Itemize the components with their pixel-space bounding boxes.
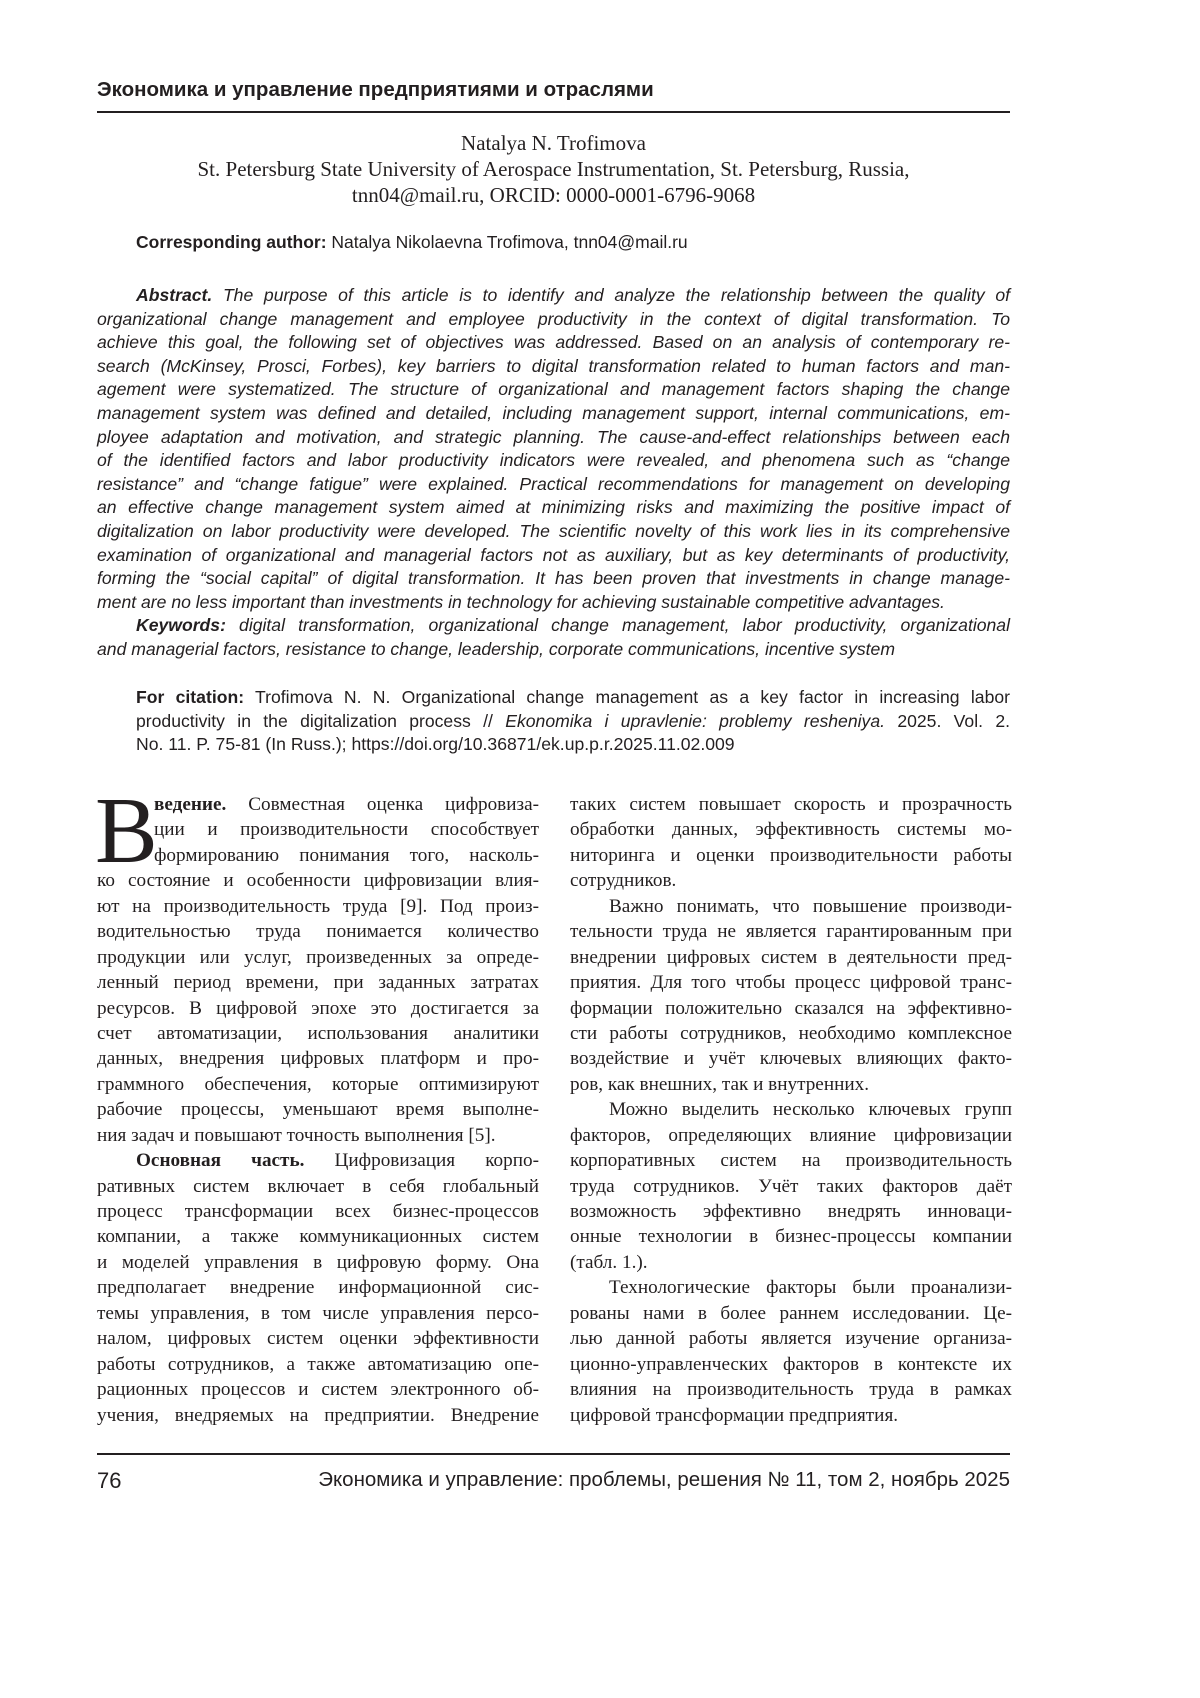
text-line: водительностью труда понимается количество [97, 919, 539, 944]
corresponding-text: Natalya Nikolaevna Trofimova, tnn04@mail.ru [327, 232, 688, 252]
text-line: рованы нами в более раннем исследовании. Це- [570, 1301, 1012, 1326]
text-line [97, 1148, 539, 1173]
citation [136, 686, 1010, 757]
footer-rule [97, 1453, 1010, 1455]
text-line: search (McKinsey, Prosci, Forbes), key barriers to digital transformation related to human factors and man- [97, 355, 1010, 379]
section-title: Экономика и управление предприятиями и отраслями [97, 78, 654, 102]
text-line: ционно-управленческих факторов в контексте их [570, 1352, 1012, 1377]
text-line: труда сотрудников. Учёт таких факторов даёт [570, 1174, 1012, 1199]
text-line: темы управления, в том числе управления персо- [97, 1301, 539, 1326]
corresponding-author [136, 232, 688, 253]
text-line: forming the “social capital” of digital transformation. It has been proven that investments in change manage- [97, 567, 1010, 591]
citation-line [136, 686, 1010, 710]
lead-in: Основная часть. [136, 1150, 304, 1171]
text-line: внедрении цифровых систем в деятельности пред- [570, 945, 1012, 970]
text-line: граммного обеспечения, которые оптимизируют [97, 1072, 539, 1097]
text-line: процесс трансформации всех бизнес-процессов [97, 1199, 539, 1224]
corresponding-label: Corresponding author: [136, 232, 327, 252]
text-line [97, 792, 539, 817]
text-line: ции и производительности способствует [97, 817, 539, 842]
author-block [97, 130, 1010, 208]
citation-text: Trofimova N. N. Organizational change management as a key factor in increasing labor [244, 687, 1010, 707]
footer-journal: Экономика и управление: проблемы, решения № 11, том 2, ноябрь 2025 [97, 1468, 1010, 1492]
citation-text: 2025. Vol. 2. [885, 711, 1010, 731]
text-line: счет автоматизации, использования аналитики [97, 1021, 539, 1046]
text-line: Важно понимать, что повышение производи- [570, 894, 1012, 919]
text-line: organizational change management and employee productivity in the context of digital transformation. To [97, 308, 1010, 332]
citation-journal: Ekonomika i upravlenie: problemy resheniya. [505, 711, 885, 731]
text-line [97, 284, 1010, 308]
lead-in: ведение. [154, 794, 226, 815]
citation-line [136, 710, 1010, 734]
line-text: The purpose of this article is to identify and analyze the relationship between the quality of [212, 285, 1010, 305]
line-text: digital transformation, organizational change management, labor productivity, organizational [226, 615, 1010, 635]
text-line: examination of organizational and managerial factors not as auxiliary, but as key determinants of productivity, [97, 544, 1010, 568]
citation-label: For citation: [136, 687, 244, 707]
text-line: данных, внедрения цифровых платформ и про- [97, 1046, 539, 1071]
page [0, 0, 1200, 1698]
text-line: ресурсов. В цифровой эпохе это достигается за [97, 996, 539, 1021]
text-line: digitalization on labor productivity were developed. The scientific novelty of this work lies in its comprehensive [97, 520, 1010, 544]
body-column-right [570, 792, 1012, 1428]
author-affiliation: St. Petersburg State University of Aerospace Instrumentation, St. Petersburg, Russia, [97, 156, 1010, 182]
text-line: влияния на производительность труда в рамках [570, 1377, 1012, 1402]
text-line: сти работы сотрудников, необходимо комплексное [570, 1021, 1012, 1046]
text-line: корпоративных систем на производительность [570, 1148, 1012, 1173]
text-line: management system was defined and detailed, including management support, internal communications, em- [97, 402, 1010, 426]
author-name: Natalya N. Trofimova [97, 130, 1010, 156]
line-text: Цифровизация корпо- [304, 1150, 539, 1171]
text-line: Технологические факторы были проанализи- [570, 1275, 1012, 1300]
text-line: ния задач и повышают точность выполнения [5]. [97, 1123, 539, 1148]
text-line: предполагает внедрение информационной сис- [97, 1275, 539, 1300]
text-line: и моделей управления в цифровую форму. Она [97, 1250, 539, 1275]
text-line: and managerial factors, resistance to change, leadership, corporate communications, incentive system [97, 638, 1010, 662]
text-line: формации положительно сказался на эффективно- [570, 996, 1012, 1021]
text-line: Можно выделить несколько ключевых групп [570, 1097, 1012, 1122]
text-line: resistance” and “change fatigue” were explained. Practical recommendations for management on developing [97, 473, 1010, 497]
text-line: таких систем повышает скорость и прозрачность [570, 792, 1012, 817]
text-line: (табл. 1.). [570, 1250, 1012, 1275]
text-line: работы сотрудников, а также автоматизацию опе- [97, 1352, 539, 1377]
text-line: ниторинга и оценки производительности работы [570, 843, 1012, 868]
text-line: ployee adaptation and motivation, and strategic planning. The cause-and-effect relationships between each [97, 426, 1010, 450]
text-line: рабочие процессы, уменьшают время выполне- [97, 1097, 539, 1122]
lead-in: Keywords: [136, 615, 226, 635]
text-line [97, 614, 1010, 638]
text-line: of the identified factors and labor productivity indicators were revealed, and phenomena such as “change [97, 449, 1010, 473]
header-rule [97, 111, 1010, 113]
text-line: цифровой трансформации предприятия. [570, 1403, 1012, 1428]
body-column-left [97, 792, 539, 1428]
text-line: возможность эффективно внедрять инноваци- [570, 1199, 1012, 1224]
text-line: приятия. Для того чтобы процесс цифровой транс- [570, 970, 1012, 995]
text-line: рационных процессов и систем электронного об- [97, 1377, 539, 1402]
text-line: achieve this goal, the following set of objectives was addressed. Based on an analysis of contemporary re- [97, 331, 1010, 355]
text-line: ративных систем включает в себя глобальный [97, 1174, 539, 1199]
text-line: налом, цифровых систем оценки эффективности [97, 1326, 539, 1351]
text-line: воздействие и учёт ключевых влияющих факто- [570, 1046, 1012, 1071]
abstract [97, 284, 1010, 662]
text-line: ют на производительность труда [9]. Под произ- [97, 894, 539, 919]
text-line: продукции или услуг, произведенных за опреде- [97, 945, 539, 970]
text-line: лью данной работы является изучение организа- [570, 1326, 1012, 1351]
lead-in: Abstract. [136, 285, 212, 305]
text-line: сотрудников. [570, 868, 1012, 893]
citation-text: productivity in the digitalization process // [136, 711, 505, 731]
text-line: тельности труда не является гарантированным при [570, 919, 1012, 944]
text-line: обработки данных, эффективность системы мо- [570, 817, 1012, 842]
text-line: agement were systematized. The structure of organizational and management factors shaping the change [97, 378, 1010, 402]
text-line: ко состояние и особенности цифровизации влия- [97, 868, 539, 893]
drop-cap: В [95, 784, 158, 878]
citation-line: No. 11. P. 75-81 (In Russ.); https://doi.org/10.36871/ek.up.p.r.2025.11.02.009 [136, 733, 1010, 757]
page-number: 76 [97, 1468, 121, 1494]
text-line: ment are no less important than investments in technology for achieving sustainable competitive advantages. [97, 591, 1010, 615]
text-line: онные технологии в бизнес-процессы компании [570, 1224, 1012, 1249]
text-line: an effective change management system aimed at minimizing risks and maximizing the positive impact of [97, 496, 1010, 520]
text-line: формированию понимания того, насколь- [97, 843, 539, 868]
text-line: факторов, определяющих влияние цифровизации [570, 1123, 1012, 1148]
text-line: компании, а также коммуникационных систем [97, 1224, 539, 1249]
text-line: ленный период времени, при заданных затратах [97, 970, 539, 995]
author-contacts: tnn04@mail.ru, ORCID: 0000-0001-6796-9068 [97, 182, 1010, 208]
text-line: учения, внедряемых на предприятии. Внедрение [97, 1403, 539, 1428]
line-text: Совместная оценка цифровиза- [226, 794, 539, 815]
text-line: ров, как внешних, так и внутренних. [570, 1072, 1012, 1097]
